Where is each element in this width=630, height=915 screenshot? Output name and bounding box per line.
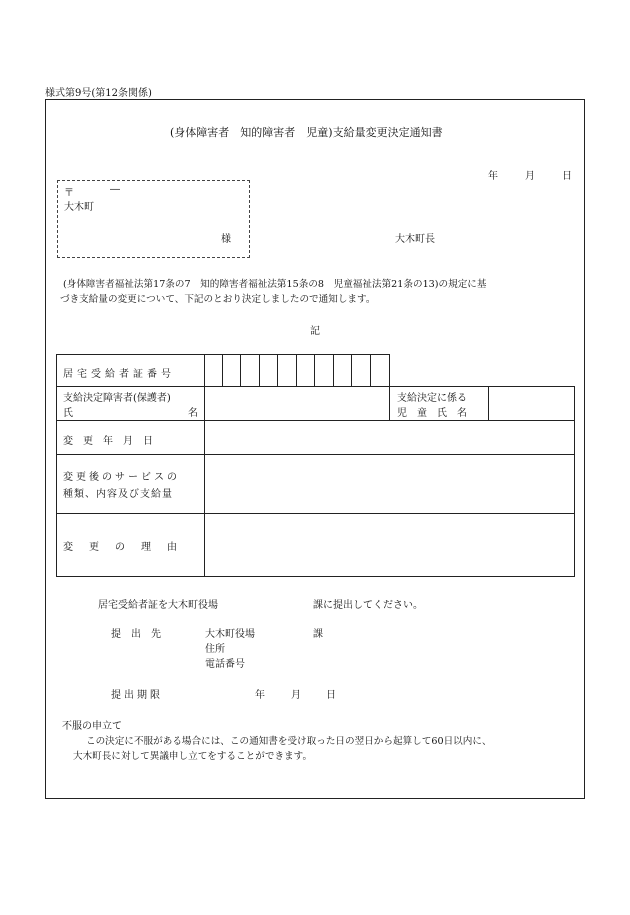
appeal-line-2: 大木町長に対して異議申し立てをすることができます。 (73, 751, 313, 762)
document-title: (身体障害者 知的障害者 児童)支給量変更決定通知書 (170, 126, 443, 139)
change-date-label: 変 更 年 月 日 (63, 436, 153, 447)
destination-address: 住所 (205, 644, 225, 655)
postal-dash: ― (110, 184, 120, 195)
person-label-line-1: 支給決定障害者(保護者) (63, 393, 171, 404)
issuer-name: 大木町長 (395, 234, 435, 245)
address-town: 大木町 (64, 202, 94, 213)
person-label-shi: 氏 (63, 408, 73, 419)
deadline-day: 日 (326, 690, 336, 701)
destination-ka: 課 (313, 629, 323, 640)
submit-instruction-a: 居宅受給者証を大木町役場 (98, 600, 218, 611)
body-text-line-2: づき支給量の変更について、下記のとおり決定しましたので通知します。 (60, 294, 376, 305)
deadline-month: 月 (291, 690, 301, 701)
child-label-line-2: 児 童 氏 名 (397, 408, 467, 419)
postal-mark: 〒 (64, 188, 74, 199)
date-month: 月 (525, 171, 535, 182)
recipient-number-label: 居宅受給者証番号 (63, 369, 175, 380)
address-box (57, 180, 250, 258)
person-label-mei: 名 (188, 408, 198, 419)
submit-instruction-b: 課に提出してください。 (313, 600, 423, 611)
destination-label: 提 出 先 (111, 629, 161, 640)
service-label-line-2: 種類、内容及び支給量 (63, 489, 173, 500)
addressee-honorific: 様 (221, 234, 231, 245)
body-text-line-1: (身体障害者福祉法第17条の7 知的障害者福祉法第15条の8 児童福祉法第21条の13)の規定に基 (63, 279, 487, 290)
destination-phone: 電話番号 (205, 659, 245, 670)
appeal-title: 不服の申立て (62, 721, 122, 732)
destination-office: 大木町役場 (205, 629, 255, 640)
appeal-line-1: この決定に不服がある場合には、この通知書を受け取った日の翌日から起算して60日以内に、 (86, 736, 492, 747)
service-label-line-1: 変更後のサービスの (63, 472, 180, 483)
deadline-label: 提出期限 (111, 690, 163, 701)
date-day: 日 (562, 171, 572, 182)
deadline-year: 年 (255, 690, 265, 701)
reason-label: 変 更 の 理 由 (63, 542, 180, 553)
form-number: 様式第9号(第12条関係) (45, 88, 152, 99)
ki-heading: 記 (310, 326, 320, 337)
date-year: 年 (488, 171, 498, 182)
child-label-line-1: 支給決定に係る (397, 393, 467, 404)
